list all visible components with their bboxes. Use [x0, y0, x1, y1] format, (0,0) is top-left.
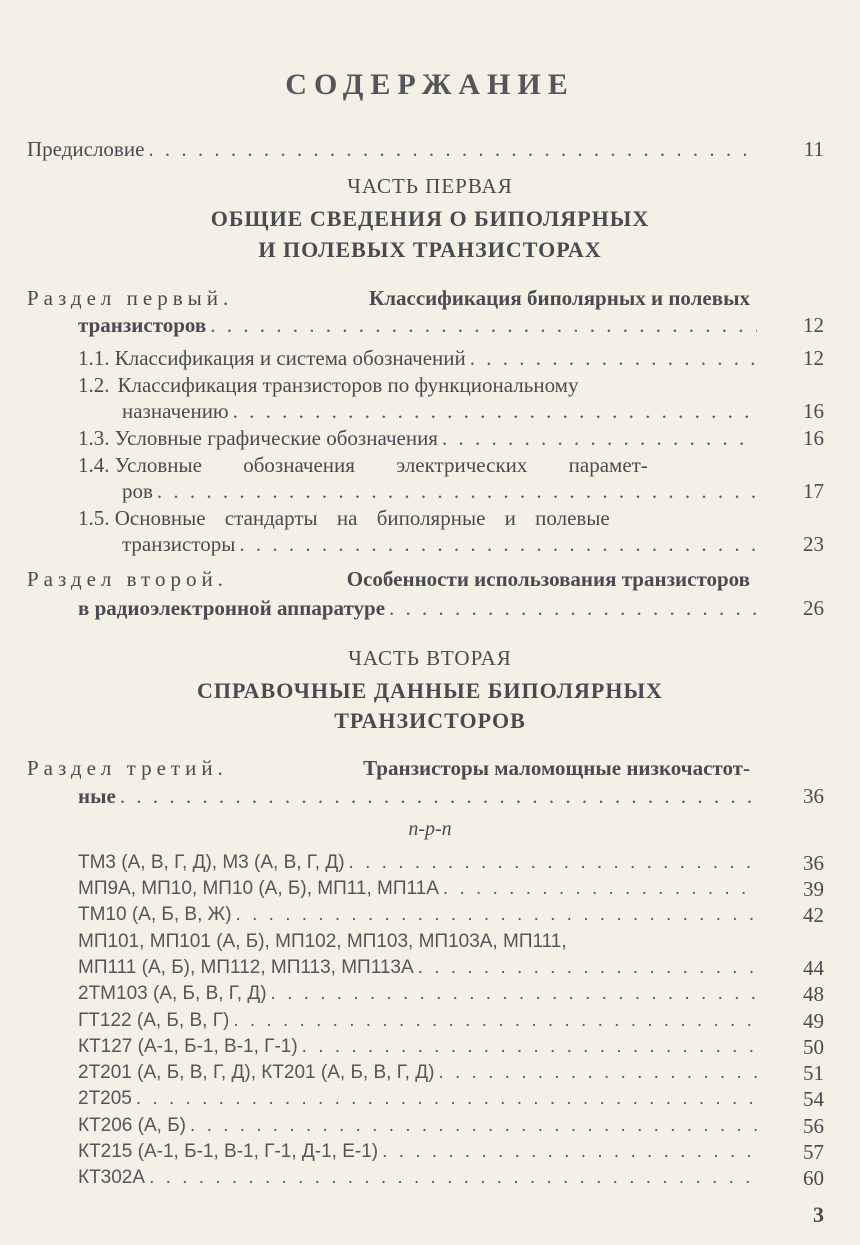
page-ref: 56 — [803, 1114, 824, 1138]
page-ref: 57 — [803, 1140, 824, 1164]
page-ref: 12 — [803, 313, 824, 337]
part-title: ТРАНЗИСТОРОВ — [334, 708, 526, 733]
toc-entry: 2ТМ103 (А, Б, В, Г, Д) . . . — [78, 981, 757, 1007]
toc-entry: МП101, МП101 (А, Б), МП102, МП103, МП103А, МП111, — [78, 931, 567, 952]
toc-entry-preface: Предисловие . . . — [27, 136, 757, 162]
toc-entry: КТ215 (А-1, Б-1, В-1, Г-1, Д-1, Е-1) . . . — [78, 1139, 757, 1165]
page-ref: 16 — [803, 426, 824, 450]
page-title: СОДЕРЖАНИЕ — [285, 68, 575, 101]
toc-entry: КТ206 (А, Б) . . . — [78, 1113, 757, 1139]
toc-entry-cont: транзисторы . . . — [122, 531, 757, 557]
part-label: ЧАСТЬ ПЕРВАЯ — [347, 174, 513, 198]
page-ref: 23 — [803, 532, 824, 556]
toc-entry: ГТ122 (А, Б, В, Г) . . . — [78, 1008, 757, 1034]
toc-entry: КТ302А . . . — [78, 1165, 757, 1191]
page-ref: 26 — [803, 596, 824, 620]
toc-entry-section: транзисторов . . . — [78, 312, 757, 338]
page-ref: 44 — [803, 956, 824, 980]
toc-entry: 2Т205 . . . — [78, 1086, 757, 1112]
toc-entry: 2Т201 (А, Б, В, Г, Д), КТ201 (А, Б, В, Г, Д) . . . — [78, 1060, 757, 1086]
page-ref: 36 — [803, 784, 824, 808]
subsection-label: n-p-n — [408, 818, 452, 840]
toc-entry: ТМ3 (А, В, Г, Д), М3 (А, В, Г, Д) . . . — [78, 850, 757, 876]
page-ref: 16 — [803, 399, 824, 423]
page-ref: 54 — [803, 1087, 824, 1111]
toc-entry-section: в радиоэлектронной аппаратуре . . . — [78, 595, 757, 621]
toc-entry: МП111 (А, Б), МП112, МП113, МП113А . . . — [78, 955, 757, 981]
part-title: СПРАВОЧНЫЕ ДАННЫЕ БИПОЛЯРНЫХ — [197, 678, 663, 703]
page-ref: 39 — [803, 877, 824, 901]
toc-entry: МП9А, МП10, МП10 (А, Б), МП11, МП11А . . . — [78, 876, 757, 902]
page-ref: 42 — [803, 903, 824, 927]
toc-entry-cont: назначению . . . — [122, 398, 757, 424]
part-title: ОБЩИЕ СВЕДЕНИЯ О БИПОЛЯРНЫХ — [210, 206, 650, 231]
page-ref: 50 — [803, 1035, 824, 1059]
toc-entry: 1.3. Условные графические обозначения . . . — [78, 425, 757, 451]
part-label: ЧАСТЬ ВТОРАЯ — [348, 646, 512, 670]
section-heading: Раздел третий. Транзисторы маломощные низкочастот- — [27, 756, 750, 780]
toc-entry-section: ные . . . — [78, 783, 757, 809]
toc-entry: ТМ10 (А, Б, В, Ж) . . . — [78, 902, 757, 928]
toc-entry: 1.4. Условные обозначения электрических парамет- — [78, 453, 648, 477]
toc-entry: 1.2. Классификация транзисторов по функциональному — [78, 373, 579, 397]
page-ref: 49 — [803, 1009, 824, 1033]
toc-entry-cont: ров . . . — [122, 478, 757, 504]
page-ref: 51 — [803, 1061, 824, 1085]
toc-entry: 1.5. Основные стандарты на биполярные и полевые — [78, 506, 610, 530]
page-ref: 11 — [803, 137, 824, 161]
page-ref: 36 — [803, 851, 824, 875]
page-number: 3 — [813, 1202, 824, 1227]
page-ref: 17 — [803, 479, 824, 503]
section-heading: Раздел первый. Классификация биполярных и полевых — [27, 286, 750, 310]
toc-entry: 1.1. Классификация и система обозначений . . . — [78, 345, 757, 371]
section-heading: Раздел второй. Особенности использования транзисторов — [27, 567, 750, 591]
page-ref: 60 — [803, 1166, 824, 1190]
page-ref: 12 — [803, 346, 824, 370]
page-ref: 48 — [803, 982, 824, 1006]
toc-entry: КТ127 (А-1, Б-1, В-1, Г-1) . . . — [78, 1034, 757, 1060]
part-title: И ПОЛЕВЫХ ТРАНЗИСТОРАХ — [258, 237, 602, 262]
